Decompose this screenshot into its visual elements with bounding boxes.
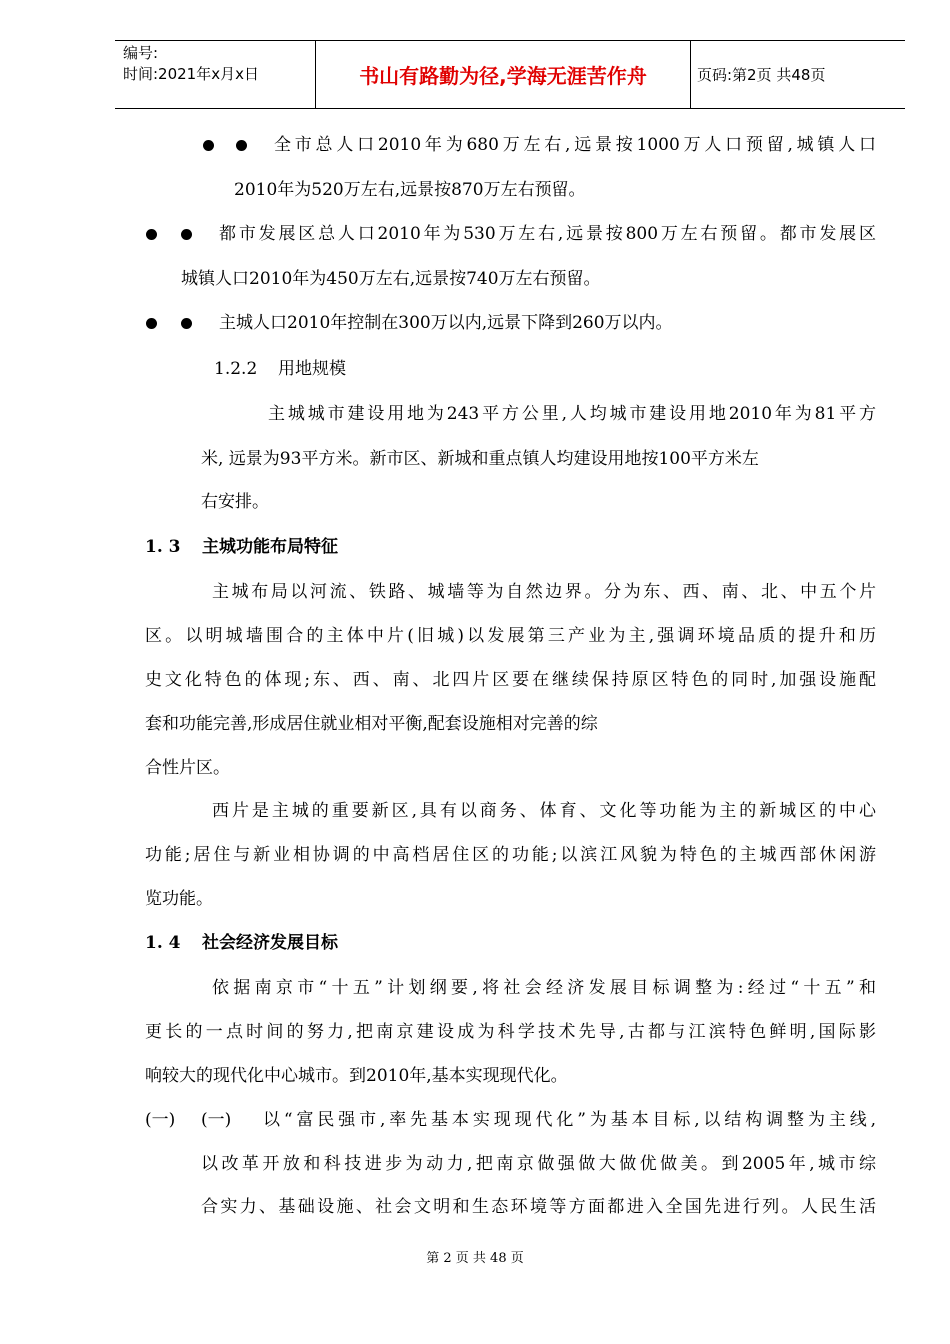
paragraph-line: 依据南京市“十五”计划纲要,将社会经济发展目标调整为:经过“十五”和 <box>212 978 876 998</box>
paragraph-line: 合实力、基础设施、社会文明和生态环境等方面都进入全国先进行列。人民生活 <box>201 1197 876 1217</box>
bullet-icon <box>146 229 157 240</box>
paragraph-line: 西片是主城的重要新区,具有以商务、体育、文化等功能为主的新城区的中心 <box>212 801 876 821</box>
bullet-icon <box>181 229 192 240</box>
bullet-icon <box>181 318 192 329</box>
bullet2-line1: 都市发展区总人口2010年为530万左右,远景按800万左右预留。都市发展区 <box>219 224 876 244</box>
paragraph-line: 功能;居住与新业相协调的中高档居住区的功能;以滨江风貌为特色的主城西部休闲游 <box>145 845 876 865</box>
paragraph-line: 响较大的现代化中心城市。到2010年,基本实现现代化。 <box>145 1066 568 1086</box>
section-number: 1. 4 <box>145 933 181 953</box>
bullet-icon <box>146 318 157 329</box>
page-footer: 第 2 页 共 48 页 <box>426 1251 524 1266</box>
list-marker: (一) <box>145 1110 176 1130</box>
header-motto: 书山有路勤为径,学海无涯苦作舟 <box>315 41 691 108</box>
paragraph-line: 米, 远景为93平方米。新市区、新城和重点镇人均建设用地按100平方米左 <box>201 449 759 469</box>
bullet1-line2: 2010年为520万左右,远景按870万左右预留。 <box>234 180 586 200</box>
paragraph-line: 合性片区。 <box>145 758 230 778</box>
bullet-icon <box>236 140 247 151</box>
section-title: 用地规模 <box>278 359 346 379</box>
paragraph-line: 套和功能完善,形成居住就业相对平衡,配套设施相对完善的综 <box>145 714 598 734</box>
section-number: 1. 3 <box>145 537 181 557</box>
bullet1-line1: 全市总人口2010年为680万左右,远景按1000万人口预留,城镇人口 <box>274 135 876 155</box>
section-number: 1.2.2 <box>214 359 258 379</box>
paragraph-line: 区。以明城墙围合的主体中片(旧城)以发展第三产业为主,强调环境品质的提升和历 <box>145 626 876 646</box>
paragraph-line: 更长的一点时间的努力,把南京建设成为科学技术先导,古都与江滨特色鲜明,国际影 <box>145 1022 876 1042</box>
paragraph-line: 览功能。 <box>145 889 213 909</box>
paragraph-line: 史文化特色的体现;东、西、南、北四片区要在继续保持原区特色的同时,加强设施配 <box>145 670 876 690</box>
header-page-info: 页码:第2页 共48页 <box>697 66 826 84</box>
doc-number-label: 编号: <box>123 44 159 62</box>
bullet-icon <box>203 140 214 151</box>
list-marker: (一) <box>201 1110 232 1130</box>
paragraph-line: 主城布局以河流、铁路、城墙等为自然边界。分为东、西、南、北、中五个片 <box>212 582 876 602</box>
doc-time-label: 时间:2021年x月x日 <box>123 65 259 83</box>
bullet3-line1: 主城人口2010年控制在300万以内,远景下降到260万以内。 <box>219 313 673 333</box>
section-title: 主城功能布局特征 <box>202 537 338 557</box>
section-title: 社会经济发展目标 <box>202 933 338 953</box>
paragraph-line: 以“富民强市,率先基本实现现代化”为基本目标,以结构调整为主线, <box>263 1110 876 1130</box>
bullet2-line2: 城镇人口2010年为450万左右,远景按740万左右预留。 <box>181 269 601 289</box>
paragraph-line: 右安排。 <box>201 492 269 512</box>
paragraph-line: 主城城市建设用地为243平方公里,人均城市建设用地2010年为81平方 <box>268 404 876 424</box>
header-meta <box>123 43 313 85</box>
paragraph-line: 以改革开放和科技进步为动力,把南京做强做大做优做美。到2005年,城市综 <box>201 1154 876 1174</box>
page-header <box>115 40 905 109</box>
